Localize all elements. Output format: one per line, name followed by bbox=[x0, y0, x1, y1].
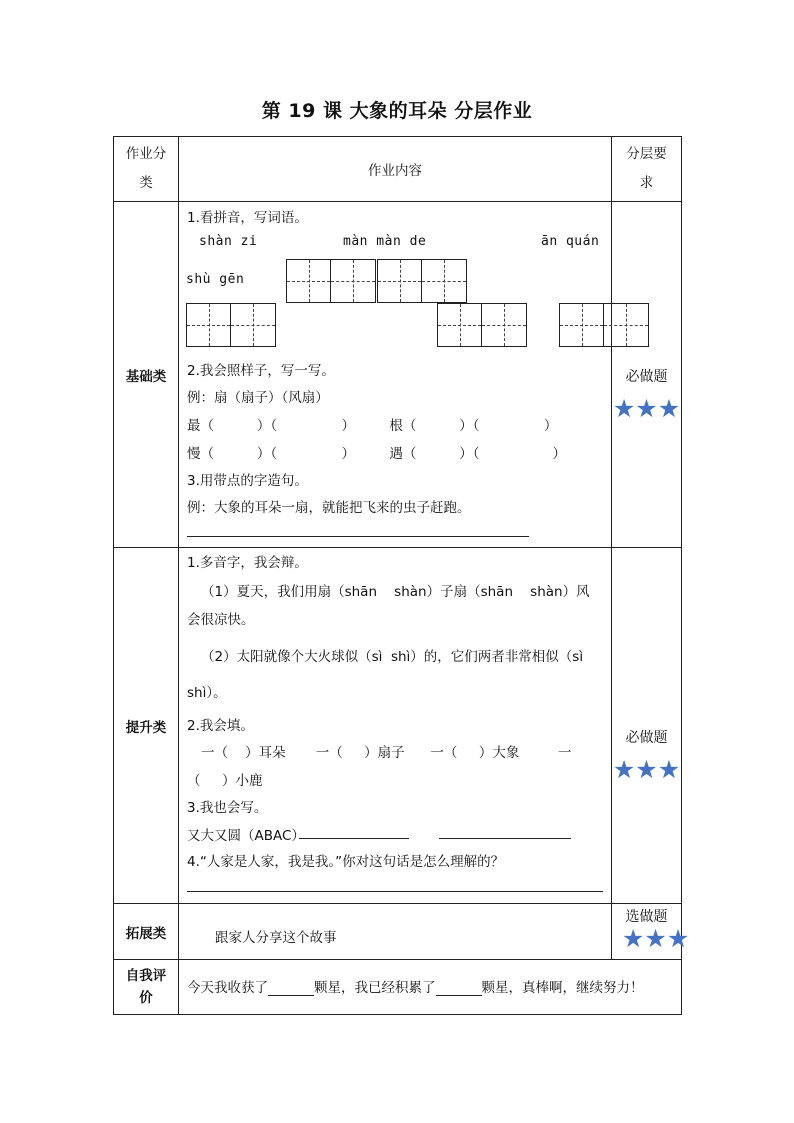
writing-grid-5[interactable] bbox=[559, 303, 649, 347]
adv-q3-title: 3.我也会写。 bbox=[187, 800, 268, 816]
stars-earned-blank[interactable] bbox=[268, 981, 314, 996]
homework-table bbox=[113, 136, 690, 1015]
basic-answer-line[interactable] bbox=[187, 536, 529, 537]
adv-q1-title: 1.多音字，我会辩。 bbox=[187, 555, 308, 571]
header-category-line1: 作业分 bbox=[125, 146, 167, 162]
pinyin-2: màn màn de bbox=[343, 234, 427, 249]
pinyin-4: shù gēn bbox=[186, 272, 245, 287]
extension-content bbox=[179, 904, 612, 960]
advanced-req-label: 必做题 bbox=[625, 729, 668, 746]
adv-q1-a: （1）夏天，我们用扇（shān shàn）子扇（shān shàn）风 bbox=[201, 584, 590, 600]
self-eval-part3: 颗星，真棒啊，继续努力！ bbox=[481, 980, 644, 996]
basic-req-label: 必做题 bbox=[625, 368, 668, 385]
basic-q2-example: 例：扇（扇子）（风扇） bbox=[187, 390, 329, 406]
self-eval-part1: 今天我收获了 bbox=[187, 980, 268, 996]
adv-q1-a2: 会很凉快。 bbox=[187, 612, 255, 628]
pinyin-1: shàn zi bbox=[199, 234, 258, 249]
adv-q4-answer-line[interactable] bbox=[187, 891, 603, 892]
adv-q3-blank-1[interactable] bbox=[299, 838, 409, 839]
adv-q1-b2: shì）。 bbox=[187, 685, 227, 701]
writing-grid-3[interactable] bbox=[186, 303, 276, 347]
writing-grid-1[interactable] bbox=[286, 259, 376, 303]
basic-q2-row1: 最（ ）（ ） 根（ ）（ ） bbox=[187, 418, 558, 434]
pinyin-3: ān quán bbox=[541, 234, 600, 249]
header-row bbox=[114, 137, 682, 202]
header-content: 作业内容 bbox=[179, 137, 612, 202]
advanced-stars-icon: ★★★ bbox=[612, 754, 681, 784]
header-req-line1: 分层要 bbox=[626, 146, 667, 162]
self-eval-part2: 颗星，我已经积累了 bbox=[314, 980, 436, 996]
basic-content bbox=[179, 202, 612, 548]
basic-stars-icon: ★★★ bbox=[612, 393, 681, 423]
adv-q4-title: 4.“人家是人家，我是我。”你对这句话是怎么理解的？ bbox=[187, 854, 505, 870]
writing-grid-2[interactable] bbox=[377, 259, 467, 303]
adv-q3-row: 又大又圆（ABAC） bbox=[187, 828, 305, 844]
advanced-row bbox=[114, 548, 682, 904]
header-requirement bbox=[612, 137, 682, 202]
header-req-line2: 求 bbox=[639, 175, 654, 191]
adv-q2-title: 2.我会填。 bbox=[187, 718, 254, 734]
self-eval-label bbox=[114, 960, 179, 1015]
self-eval-label-line2: 价 bbox=[139, 990, 153, 1006]
basic-q1-title: 1.看拼音，写词语。 bbox=[187, 210, 308, 226]
adv-q2-row1: 一（ ）耳朵 一（ ）扇子 一（ ）大象 一 bbox=[201, 745, 572, 761]
advanced-content bbox=[179, 548, 612, 904]
basic-q2-row2: 慢（ ）（ ） 遇（ ）（ ） bbox=[187, 446, 566, 462]
page-title: 第 19 课 大象的耳朵 分层作业 bbox=[261, 100, 533, 122]
extension-requirement bbox=[612, 904, 690, 960]
extension-text: 跟家人分享这个故事 bbox=[215, 930, 337, 946]
writing-grid-4[interactable] bbox=[437, 303, 527, 347]
header-category-line2: 类 bbox=[139, 175, 153, 191]
basic-row bbox=[114, 202, 682, 548]
self-eval-label-line1: 自我评 bbox=[125, 968, 167, 984]
stars-total-blank[interactable] bbox=[436, 981, 482, 996]
basic-label: 基础类 bbox=[114, 202, 179, 548]
basic-q3-title: 3.用带点的字造句。 bbox=[187, 473, 308, 489]
advanced-requirement bbox=[612, 548, 682, 904]
self-eval-row bbox=[114, 960, 682, 1015]
adv-q3-blank-2[interactable] bbox=[439, 838, 571, 839]
self-eval-content bbox=[179, 960, 682, 1015]
adv-q1-b: （2）太阳就像个大火球似（sì shì）的，它们两者非常相似（sì bbox=[201, 649, 584, 665]
extension-label: 拓展类 bbox=[114, 904, 179, 960]
extension-stars-icon: ★★★ bbox=[622, 924, 690, 953]
basic-requirement bbox=[612, 202, 682, 548]
basic-q3-example: 例：大象的耳朵一扇，就能把飞来的虫子赶跑。 bbox=[187, 500, 471, 516]
adv-q2-row2: （ ）小鹿 bbox=[187, 773, 263, 789]
advanced-label: 提升类 bbox=[114, 548, 179, 904]
basic-q2-title: 2.我会照样子，写一写。 bbox=[187, 363, 335, 379]
extension-req-label: 选做题 bbox=[625, 909, 668, 925]
self-eval-sentence bbox=[187, 976, 644, 996]
header-category bbox=[114, 137, 179, 202]
extension-row bbox=[114, 904, 682, 960]
